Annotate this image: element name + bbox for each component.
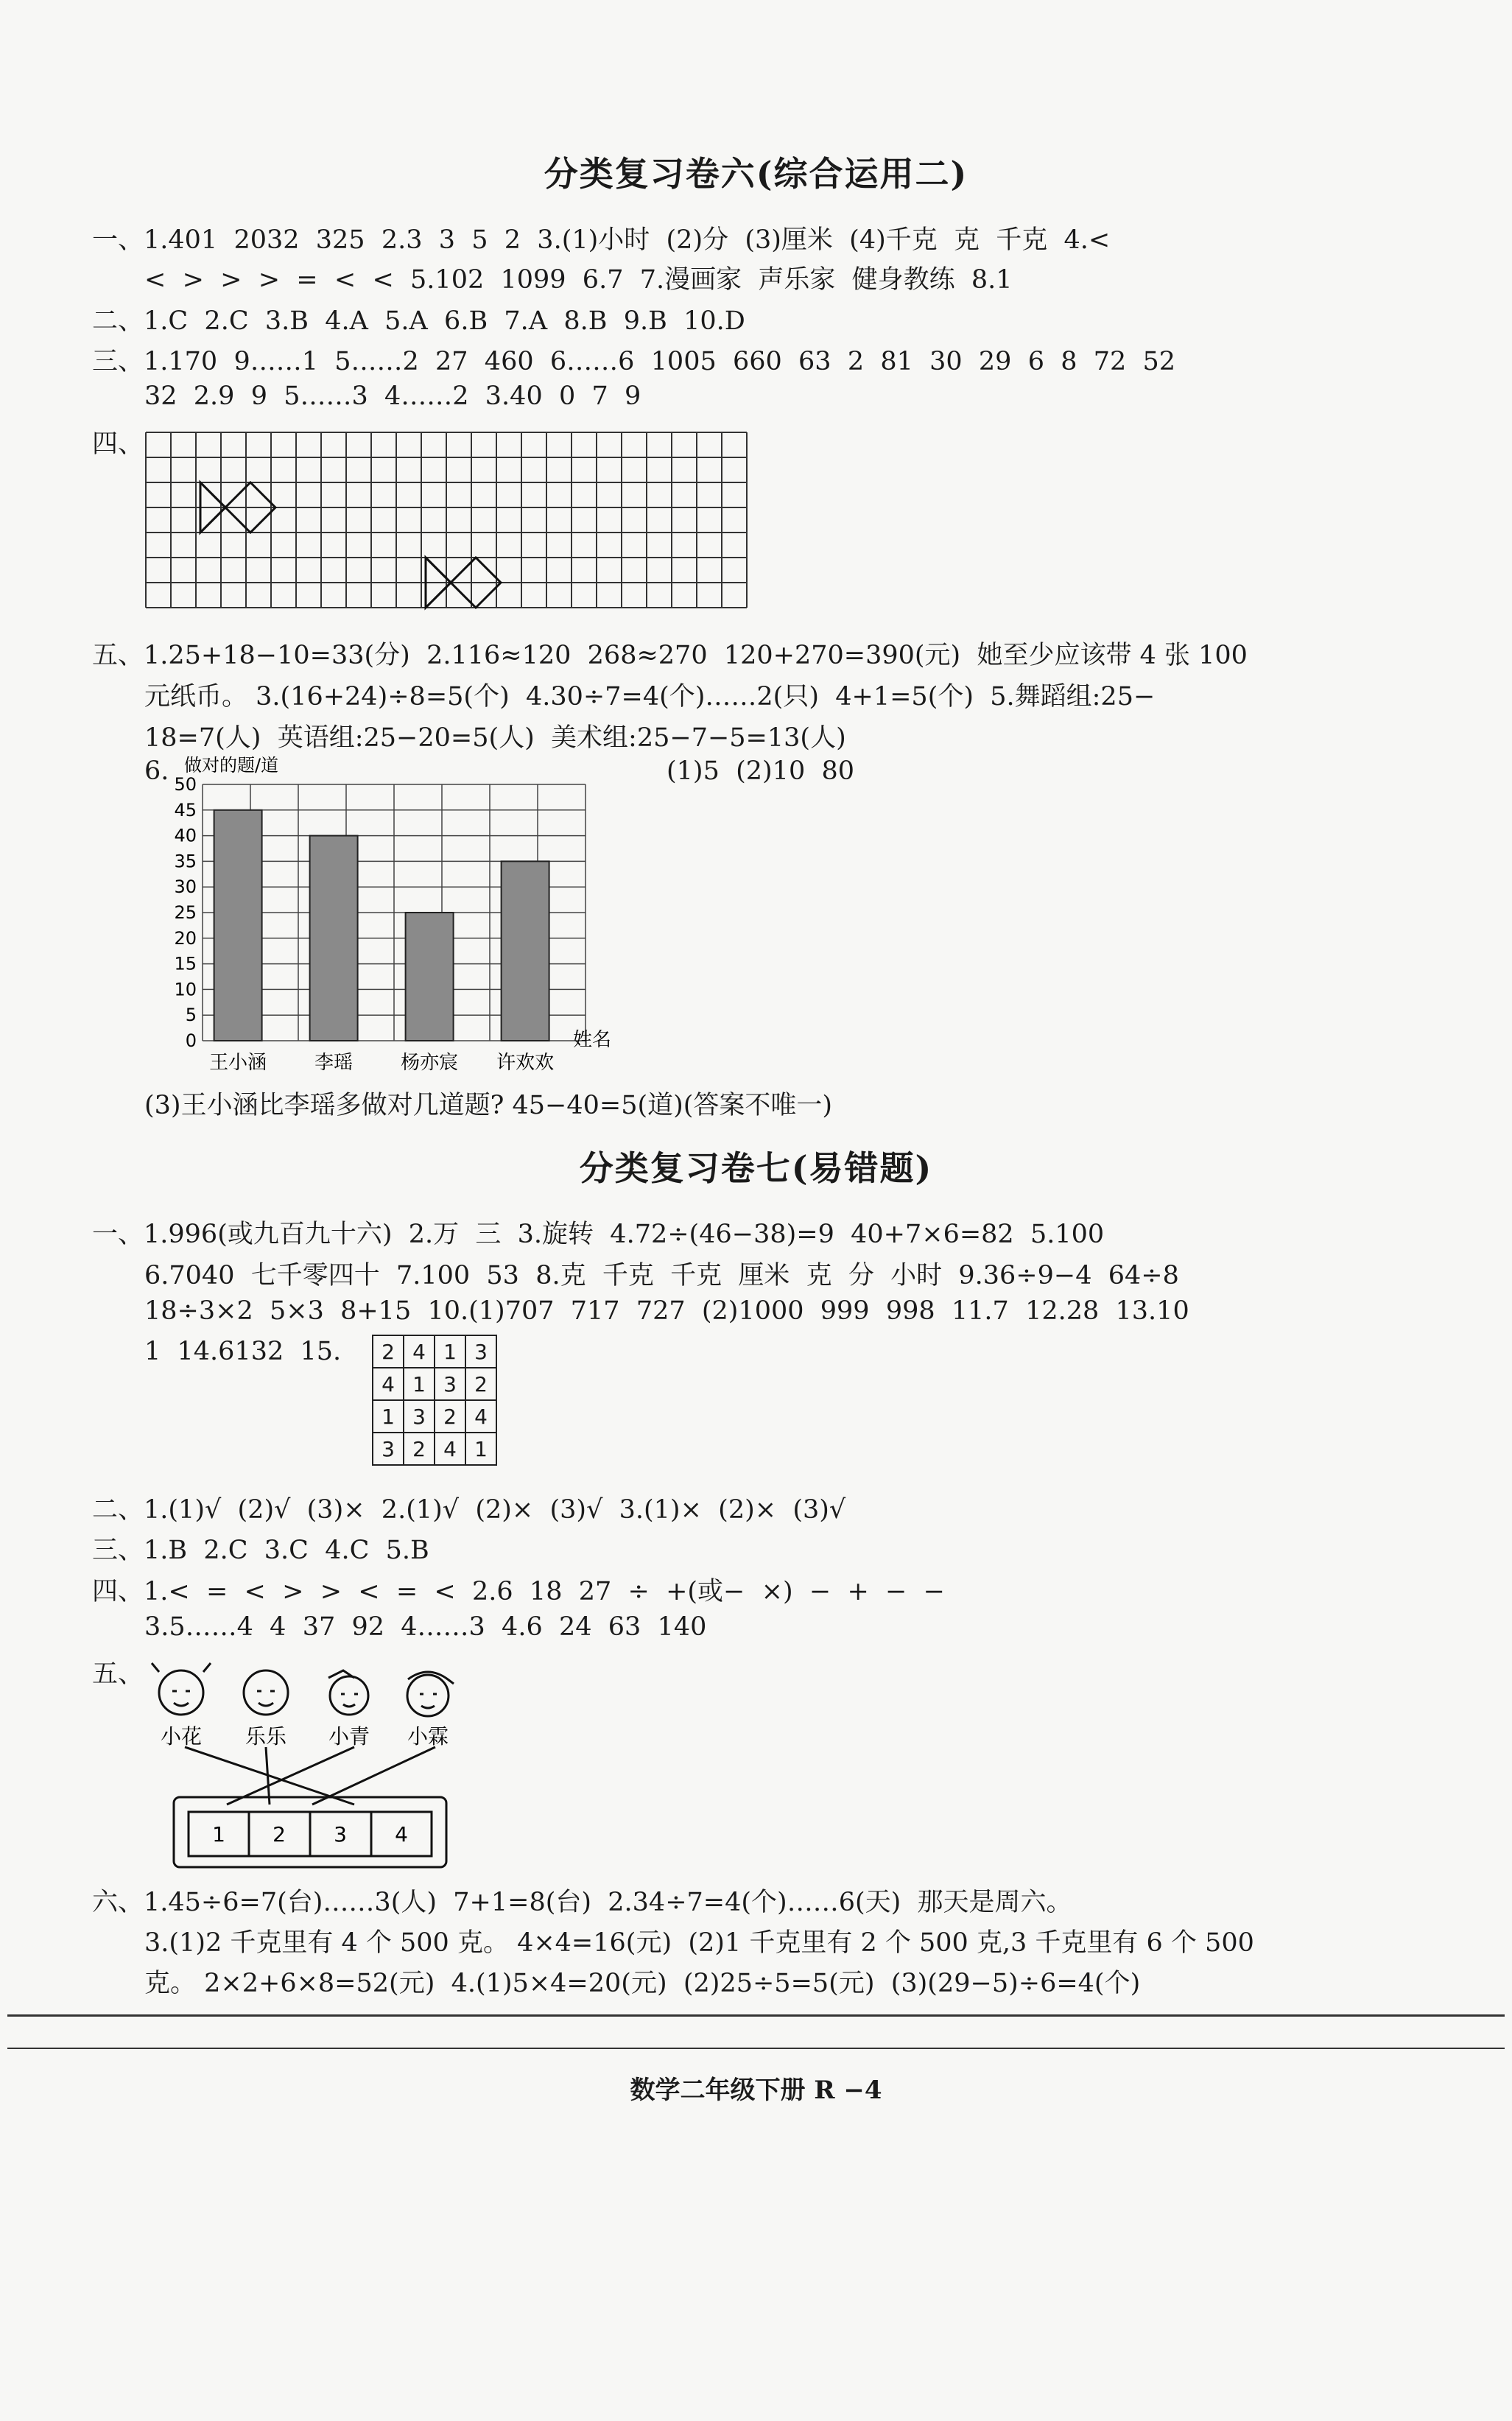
y-tick-label: 40 (174, 825, 197, 846)
y-tick-label: 30 (174, 876, 197, 898)
s6-line-4: 三、1.170 9……1 5……2 27 460 6……6 1005 660 63 2 81 30 29 6 8 72 52 (92, 347, 1176, 376)
cell: 3 (465, 1335, 496, 1368)
cell: 2 (465, 1368, 496, 1400)
bar-chart (140, 755, 655, 1079)
y-tick-label: 0 (185, 1030, 197, 1051)
name-label: 小青 (328, 1724, 370, 1749)
cell: 4 (404, 1335, 435, 1368)
sudoku-grid (372, 1335, 497, 1466)
y-tick-label: 50 (174, 774, 197, 795)
name-label: 乐乐 (245, 1724, 287, 1749)
s6-line-5: 32 2.9 9 5……3 4……2 3.40 0 7 9 (144, 382, 641, 411)
y-tick-label: 25 (174, 902, 197, 923)
chart-xlabel: 姓名 (573, 1029, 612, 1051)
divider (7, 2048, 1505, 2049)
s7-line-12: 克。 2×2+6×8=52(元) 4.(1)5×4=20(元) (2)25÷5=5(元) (3)(29−5)÷6=4(个) (144, 1969, 1141, 1998)
s6-line-3: 二、1.C 2.C 3.B 4.A 5.A 6.B 7.A 8.B 9.B 10.D (92, 306, 745, 336)
y-tick-label: 35 (174, 851, 197, 872)
cell: 3 (435, 1368, 465, 1400)
y-tick-label: 20 (174, 927, 197, 949)
s7-line-5: 二、1.(1)√ (2)√ (3)× 2.(1)√ (2)× (3)√ 3.(1)× (2)× (3)√ (92, 1495, 846, 1525)
seat-number: 3 (334, 1822, 347, 1847)
x-tick-label: 李瑶 (314, 1052, 354, 1074)
s6-line-1: 一、1.401 2032 325 2.3 3 5 2 3.(1)小时 (2)分 (3)厘米 (4)千克 克 千克 4.< (92, 225, 1111, 255)
bar-2 (310, 836, 358, 1041)
face-icon (330, 1676, 368, 1715)
symmetry-grid (144, 431, 763, 622)
y-tick-label: 45 (174, 799, 197, 821)
s7-line-10: 六、1.45÷6=7(台)……3(人) 7+1=8(台) 2.34÷7=4(个)……6(天) 那天是周六。 (92, 1888, 1072, 1917)
divider (7, 2014, 1505, 2017)
cell: 3 (404, 1400, 435, 1433)
cell: 1 (435, 1335, 465, 1368)
page-footer: 数学二年级下册 R −4 (630, 2076, 882, 2105)
s7-line-9: 五、 (92, 1659, 144, 1689)
cell: 3 (373, 1433, 404, 1465)
cell: 4 (435, 1433, 465, 1465)
s6-line-6: 四、 (92, 429, 144, 459)
face-icon (407, 1675, 449, 1716)
seating-diagram (144, 1657, 483, 1871)
y-tick-label: 15 (174, 953, 197, 974)
y-tick-label: 5 (185, 1005, 197, 1026)
chart-ylabel: 做对的题/道 (184, 755, 279, 776)
s6-line-12: (3)王小涵比李瑶多做对几道题? 45−40=5(道)(答案不唯一) (144, 1091, 833, 1120)
x-tick-label: 杨亦宸 (401, 1052, 459, 1074)
bar-4 (502, 861, 549, 1041)
s7-line-1: 一、1.996(或九百九十六) 2.万 三 3.旋转 4.72÷(46−38)=9 40+7×6=82 5.100 (92, 1220, 1105, 1249)
cell: 2 (404, 1433, 435, 1465)
cell: 1 (465, 1433, 496, 1465)
s7-line-3: 18÷3×2 5×3 8+15 10.(1)707 717 727 (2)1000 999 998 11.7 12.28 13.10 (144, 1296, 1189, 1326)
s6-line-11: (1)5 (2)10 80 (667, 756, 854, 786)
face-icon (244, 1670, 288, 1715)
x-tick-label: 许欢欢 (496, 1052, 555, 1074)
seat-number: 1 (212, 1822, 225, 1847)
s7-line-7: 四、1.< = < > > < = < 2.6 18 27 ÷ +(或− ×) − + − − (92, 1577, 945, 1606)
cell: 2 (435, 1400, 465, 1433)
cell: 4 (465, 1400, 496, 1433)
name-label: 小霖 (407, 1724, 449, 1749)
s7-line-8: 3.5……4 4 37 92 4……3 4.6 24 63 140 (144, 1612, 707, 1642)
face-icon (159, 1670, 203, 1715)
s7-line-2: 6.7040 七千零四十 7.100 53 8.克 千克 千克 厘米 克 分 小时 9.36÷9−4 64÷8 (144, 1261, 1179, 1290)
s6-line-9: 18=7(人) 英语组:25−20=5(人) 美术组:25−7−5=13(人) (144, 723, 846, 753)
seat-number: 2 (272, 1822, 286, 1847)
bar-3 (406, 913, 454, 1041)
s6-line-7: 五、1.25+18−10=33(分) 2.116≈120 268≈270 120+270=390(元) 她至少应该带 4 张 100 (92, 641, 1248, 670)
name-label: 小花 (160, 1724, 203, 1749)
s6-line-8: 元纸币。 3.(16+24)÷8=5(个) 4.30÷7=4(个)……2(只) 4+1=5(个) 5.舞蹈组:25− (144, 682, 1156, 711)
grid-lines (146, 432, 747, 608)
s6-line-2: < > > > = < < 5.102 1099 6.7 7.漫画家 声乐家 健身教练 8.1 (144, 265, 1013, 295)
x-tick-label: 王小涵 (209, 1052, 267, 1074)
bar-1 (214, 810, 262, 1041)
seat-number: 4 (395, 1822, 408, 1847)
cell: 2 (373, 1335, 404, 1368)
y-tick-label: 10 (174, 979, 197, 1000)
s7-line-4: 1 14.6132 15. (144, 1337, 342, 1366)
s7-line-11: 3.(1)2 千克里有 4 个 500 克。 4×4=16(元) (2)1 千克里有 2 个 500 克,3 千克里有 6 个 500 (144, 1928, 1254, 1958)
s6-line-10: 6. (144, 756, 169, 786)
title-review-6: 分类复习卷六(综合运用二) (544, 154, 968, 194)
cell: 1 (404, 1368, 435, 1400)
title-review-7: 分类复习卷七(易错题) (579, 1148, 933, 1188)
cell: 1 (373, 1400, 404, 1433)
s7-line-6: 三、1.B 2.C 3.C 4.C 5.B (92, 1536, 429, 1565)
cell: 4 (373, 1368, 404, 1400)
